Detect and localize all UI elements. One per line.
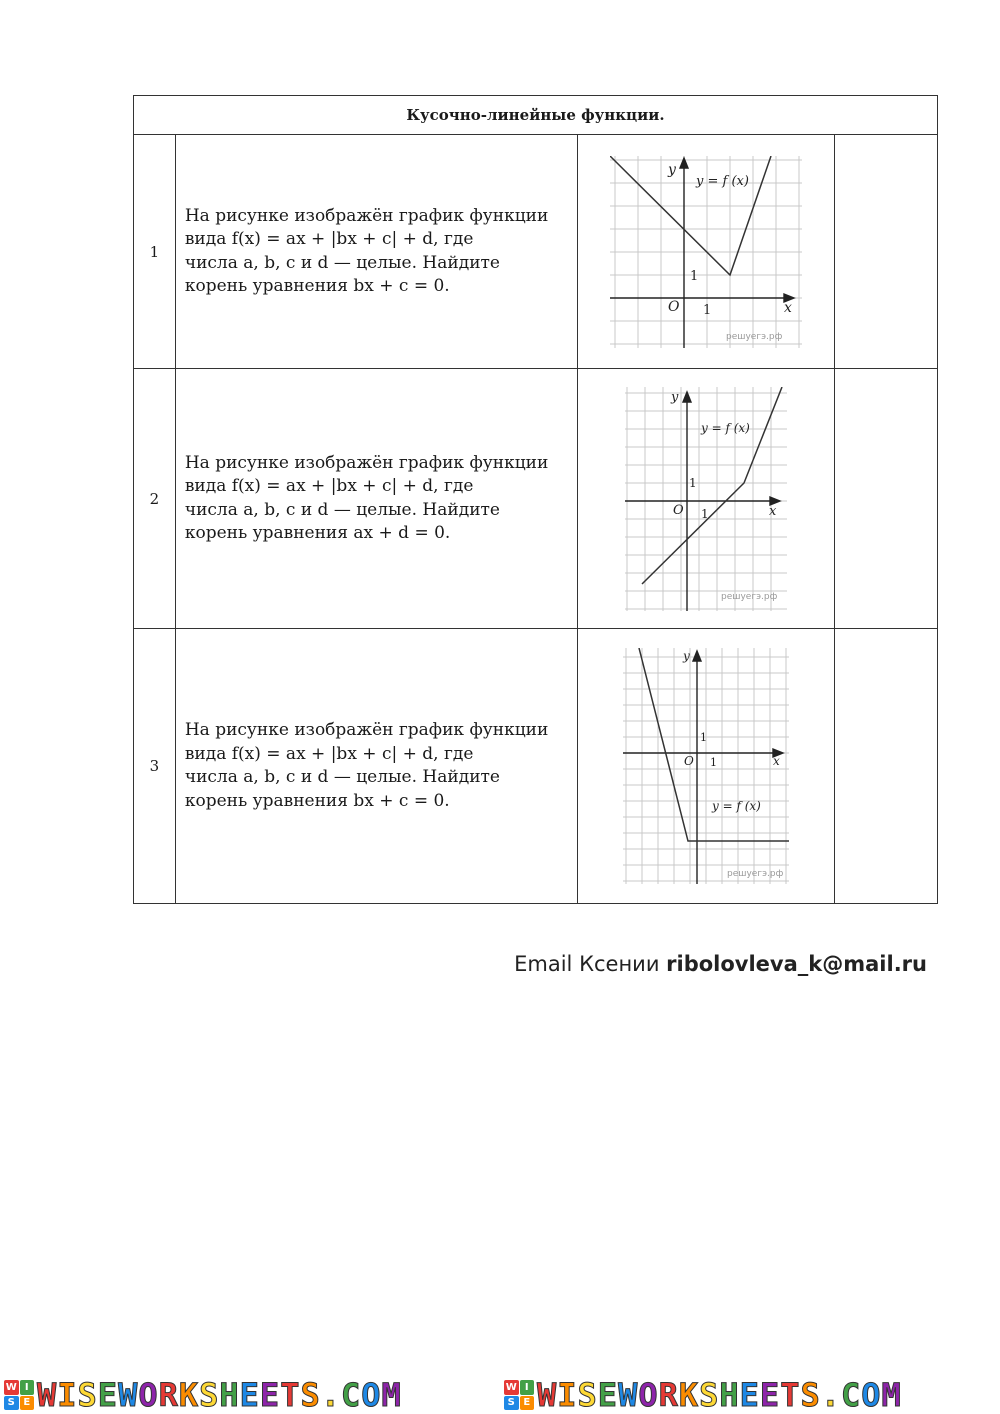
answer-cell[interactable]: [834, 629, 937, 904]
brand-letter: O: [361, 1376, 382, 1414]
watermark: решуегэ.рф: [725, 331, 783, 342]
y-tick-label: 1: [688, 475, 697, 490]
logo-letter: E: [20, 1396, 35, 1411]
brand-letter: S: [199, 1376, 220, 1414]
answer-cell[interactable]: [834, 369, 937, 629]
brand-letter: O: [861, 1376, 882, 1414]
answer-cell[interactable]: [834, 135, 937, 369]
brand-letter: E: [97, 1376, 119, 1414]
brand-letter: M: [381, 1376, 402, 1414]
brand-letter: I: [557, 1376, 578, 1414]
task-line: На рисунке изображён график функции: [184, 720, 549, 740]
logo-letter: E: [520, 1396, 535, 1411]
graph-cell: [578, 135, 835, 369]
brand-letter: H: [219, 1376, 240, 1414]
task-line: вида f(x) = ax + |bx + c| + d, где: [184, 476, 474, 496]
brand-letter: O: [138, 1376, 159, 1414]
x-axis-label: x: [772, 754, 780, 768]
brand-letter: C: [340, 1376, 362, 1414]
watermark: решуегэ.рф: [726, 869, 784, 879]
brand-letter: S: [577, 1376, 598, 1414]
task-line: вида f(x) = ax + |bx + c| + d, где: [184, 743, 474, 764]
brand-letter: K: [678, 1376, 700, 1414]
brand-letter: .: [320, 1376, 341, 1414]
worksheet-table: [133, 95, 938, 904]
brand-letter: W: [37, 1376, 58, 1414]
function-label: y = f (x): [695, 173, 749, 189]
brand-letter: R: [658, 1376, 679, 1414]
task-text: [175, 629, 577, 904]
task-line: корень уравнения ax + d = 0.: [184, 523, 451, 543]
brand-letter: .: [820, 1376, 841, 1414]
origin-label: O: [683, 754, 694, 768]
function-graph-3: [623, 648, 789, 884]
task-text: [175, 369, 577, 629]
task-line: числа a, b, c и d — целые. Найдите: [184, 252, 500, 273]
contact-line: [514, 952, 927, 976]
y-axis-arrow: [693, 651, 701, 661]
watermark: решуегэ.рф: [720, 591, 778, 602]
logo-letter: S: [4, 1396, 19, 1411]
brand-name: [537, 1376, 902, 1414]
brand-letter: S: [300, 1376, 321, 1414]
task-line: числа a, b, c и d — целые. Найдите: [184, 499, 500, 520]
table-row: [134, 629, 938, 904]
brand-letter: E: [739, 1376, 760, 1414]
brand-letter: E: [239, 1376, 260, 1414]
y-axis-label: y: [670, 389, 679, 405]
brand-letter: K: [178, 1376, 200, 1414]
brand-letter: M: [881, 1376, 902, 1414]
function-label: y = f (x): [700, 420, 750, 435]
y-axis-label: y: [667, 161, 676, 178]
brand-letter: S: [77, 1376, 98, 1414]
task-line: На рисунке изображён график функции: [184, 205, 549, 226]
contact-email[interactable]: ribolovleva_k@mail.ru: [666, 952, 927, 976]
brand-letter: H: [719, 1376, 740, 1414]
table-title: Кусочно-линейные функции.: [134, 96, 938, 135]
brand-letter: W: [118, 1376, 139, 1414]
y-tick-label: 1: [699, 731, 707, 744]
contact-prefix: Email Ксении: [514, 952, 660, 976]
brand-letter: W: [537, 1376, 558, 1414]
y-tick-label: 1: [689, 268, 699, 284]
brand-logo-icon: [504, 1380, 534, 1410]
brand-letter: E: [597, 1376, 619, 1414]
brand-letter: S: [800, 1376, 821, 1414]
brand-block: [500, 1376, 1000, 1414]
origin-label: O: [672, 502, 684, 518]
brand-letter: E: [759, 1376, 781, 1414]
task-number: 1: [134, 135, 176, 369]
function-label: y = f (x): [711, 799, 761, 813]
task-line: вида f(x) = ax + |bx + c| + d, где: [184, 229, 474, 249]
task-number: 2: [134, 369, 176, 629]
x-tick-label: 1: [700, 506, 709, 521]
brand-letter: W: [618, 1376, 639, 1414]
brand-letter: T: [280, 1376, 301, 1414]
brand-logo-icon: [4, 1380, 34, 1410]
brand-letter: T: [780, 1376, 801, 1414]
brand-block: [0, 1376, 500, 1414]
function-graph-2: [625, 387, 787, 611]
graph-cell: [578, 629, 835, 904]
origin-label: O: [667, 298, 680, 315]
brand-letter: E: [259, 1376, 281, 1414]
task-line: числа a, b, c и d — целые. Найдите: [184, 767, 500, 787]
logo-letter: S: [504, 1396, 519, 1411]
brand-letter: S: [699, 1376, 720, 1414]
brand-name: [37, 1376, 402, 1414]
logo-letter: W: [505, 1381, 517, 1393]
x-axis-label: x: [768, 503, 777, 519]
task-line: На рисунке изображён график функции: [184, 452, 549, 473]
table-row: [134, 135, 938, 369]
brand-letter: C: [840, 1376, 862, 1414]
x-tick-label: 1: [702, 302, 712, 318]
task-line: корень уравнения bx + c = 0.: [184, 276, 450, 296]
x-axis-label: x: [783, 299, 792, 316]
table-row: [134, 369, 938, 629]
task-text: [175, 135, 577, 369]
logo-letter: I: [520, 1380, 535, 1395]
brand-letter: R: [158, 1376, 179, 1414]
function-graph-1: [610, 156, 802, 348]
graph-cell: [578, 369, 835, 629]
x-tick-label: 1: [709, 756, 717, 769]
footer-banner: [0, 1377, 1000, 1413]
logo-letter: I: [20, 1380, 35, 1395]
brand-letter: I: [57, 1376, 78, 1414]
task-number: 3: [134, 629, 176, 904]
task-line: корень уравнения bx + c = 0.: [184, 790, 450, 811]
y-axis-label: y: [682, 649, 690, 663]
logo-letter: W: [5, 1381, 17, 1393]
brand-letter: O: [638, 1376, 659, 1414]
